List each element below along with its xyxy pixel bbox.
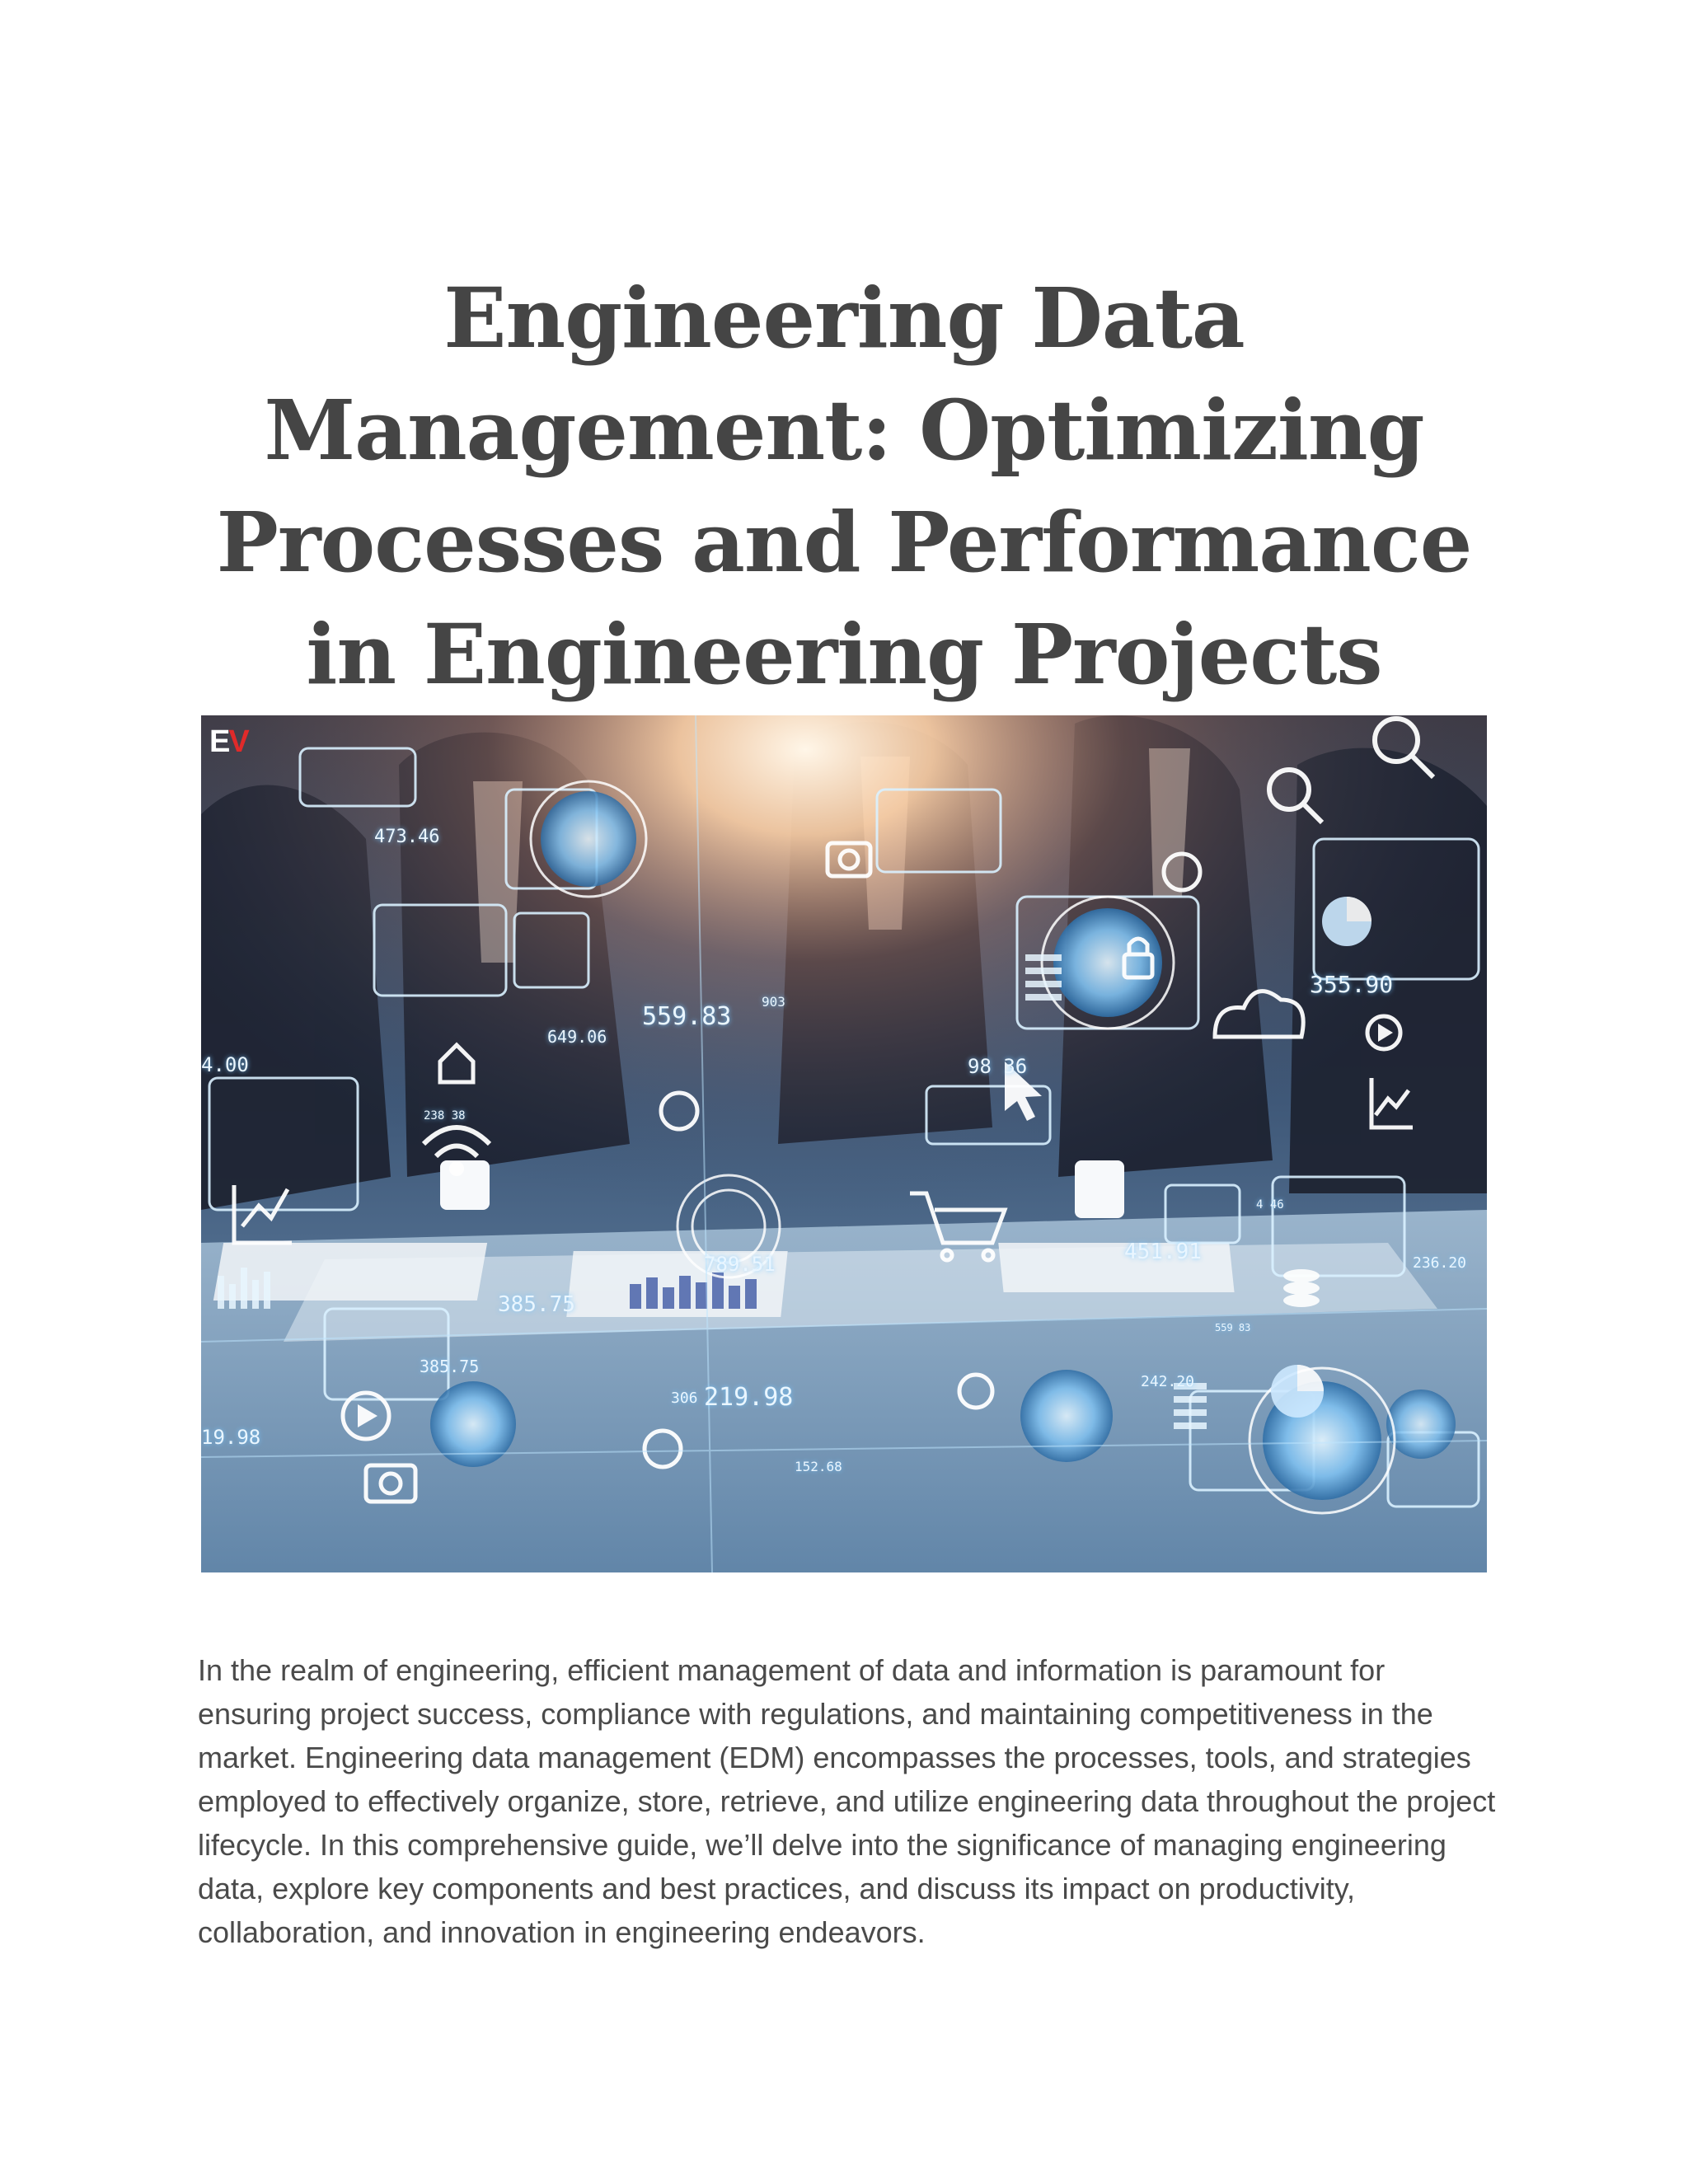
hud-number: 152.68 bbox=[795, 1459, 842, 1474]
hud-number: 242.20 bbox=[1141, 1373, 1195, 1390]
hud-number: 789.51 bbox=[704, 1253, 776, 1276]
hud-number: 238 38 bbox=[424, 1109, 466, 1122]
hud-number: 236.20 bbox=[1413, 1254, 1467, 1272]
document-title: Engineering Data Management: Optimizing Processes and Performance in Engineering Projects bbox=[216, 269, 1472, 703]
hud-number: 473.46 bbox=[374, 827, 440, 847]
hud-number: 4.00 bbox=[201, 1053, 249, 1076]
hud-number: 559.83 bbox=[642, 1002, 732, 1031]
hud-number: 4 46 bbox=[1256, 1198, 1284, 1212]
hud-number: 385.75 bbox=[498, 1292, 575, 1317]
hud-number: 219.98 bbox=[704, 1383, 794, 1412]
hud-number: 649.06 bbox=[547, 1027, 607, 1047]
hero-image bbox=[201, 715, 1487, 1572]
ew-logo: EV bbox=[209, 724, 248, 759]
hud-number: 385.75 bbox=[420, 1357, 480, 1376]
hud-number: 903 bbox=[762, 994, 785, 1010]
hud-number: 355.90 bbox=[1310, 971, 1394, 998]
hud-number: 98 36 bbox=[968, 1055, 1028, 1078]
coins-icon bbox=[1283, 1269, 1320, 1307]
intro-paragraph: In the realm of engineering, efficient management of data and information is paramount for ensuring project success, compliance with regulations, and maintaining competitiveness in the market. Engineering data management (EDM) encompasses the processes, tools, and strategies employed to effectively organize, store, retrieve, and utilize engineering data throughout the project lifecycle. In this comprehensive guide, we’ll delve into the significance of managing engineering data, explore key components and best practices, and discuss its impact on productivity, collaboration, and innovation in engineering endeavors. bbox=[198, 1653, 1496, 1949]
hud-number: 19.98 bbox=[201, 1426, 261, 1449]
hud-number: 559 83 bbox=[1215, 1322, 1251, 1333]
hud-number: 306 bbox=[671, 1390, 698, 1407]
hud-number: 451.91 bbox=[1124, 1240, 1202, 1264]
